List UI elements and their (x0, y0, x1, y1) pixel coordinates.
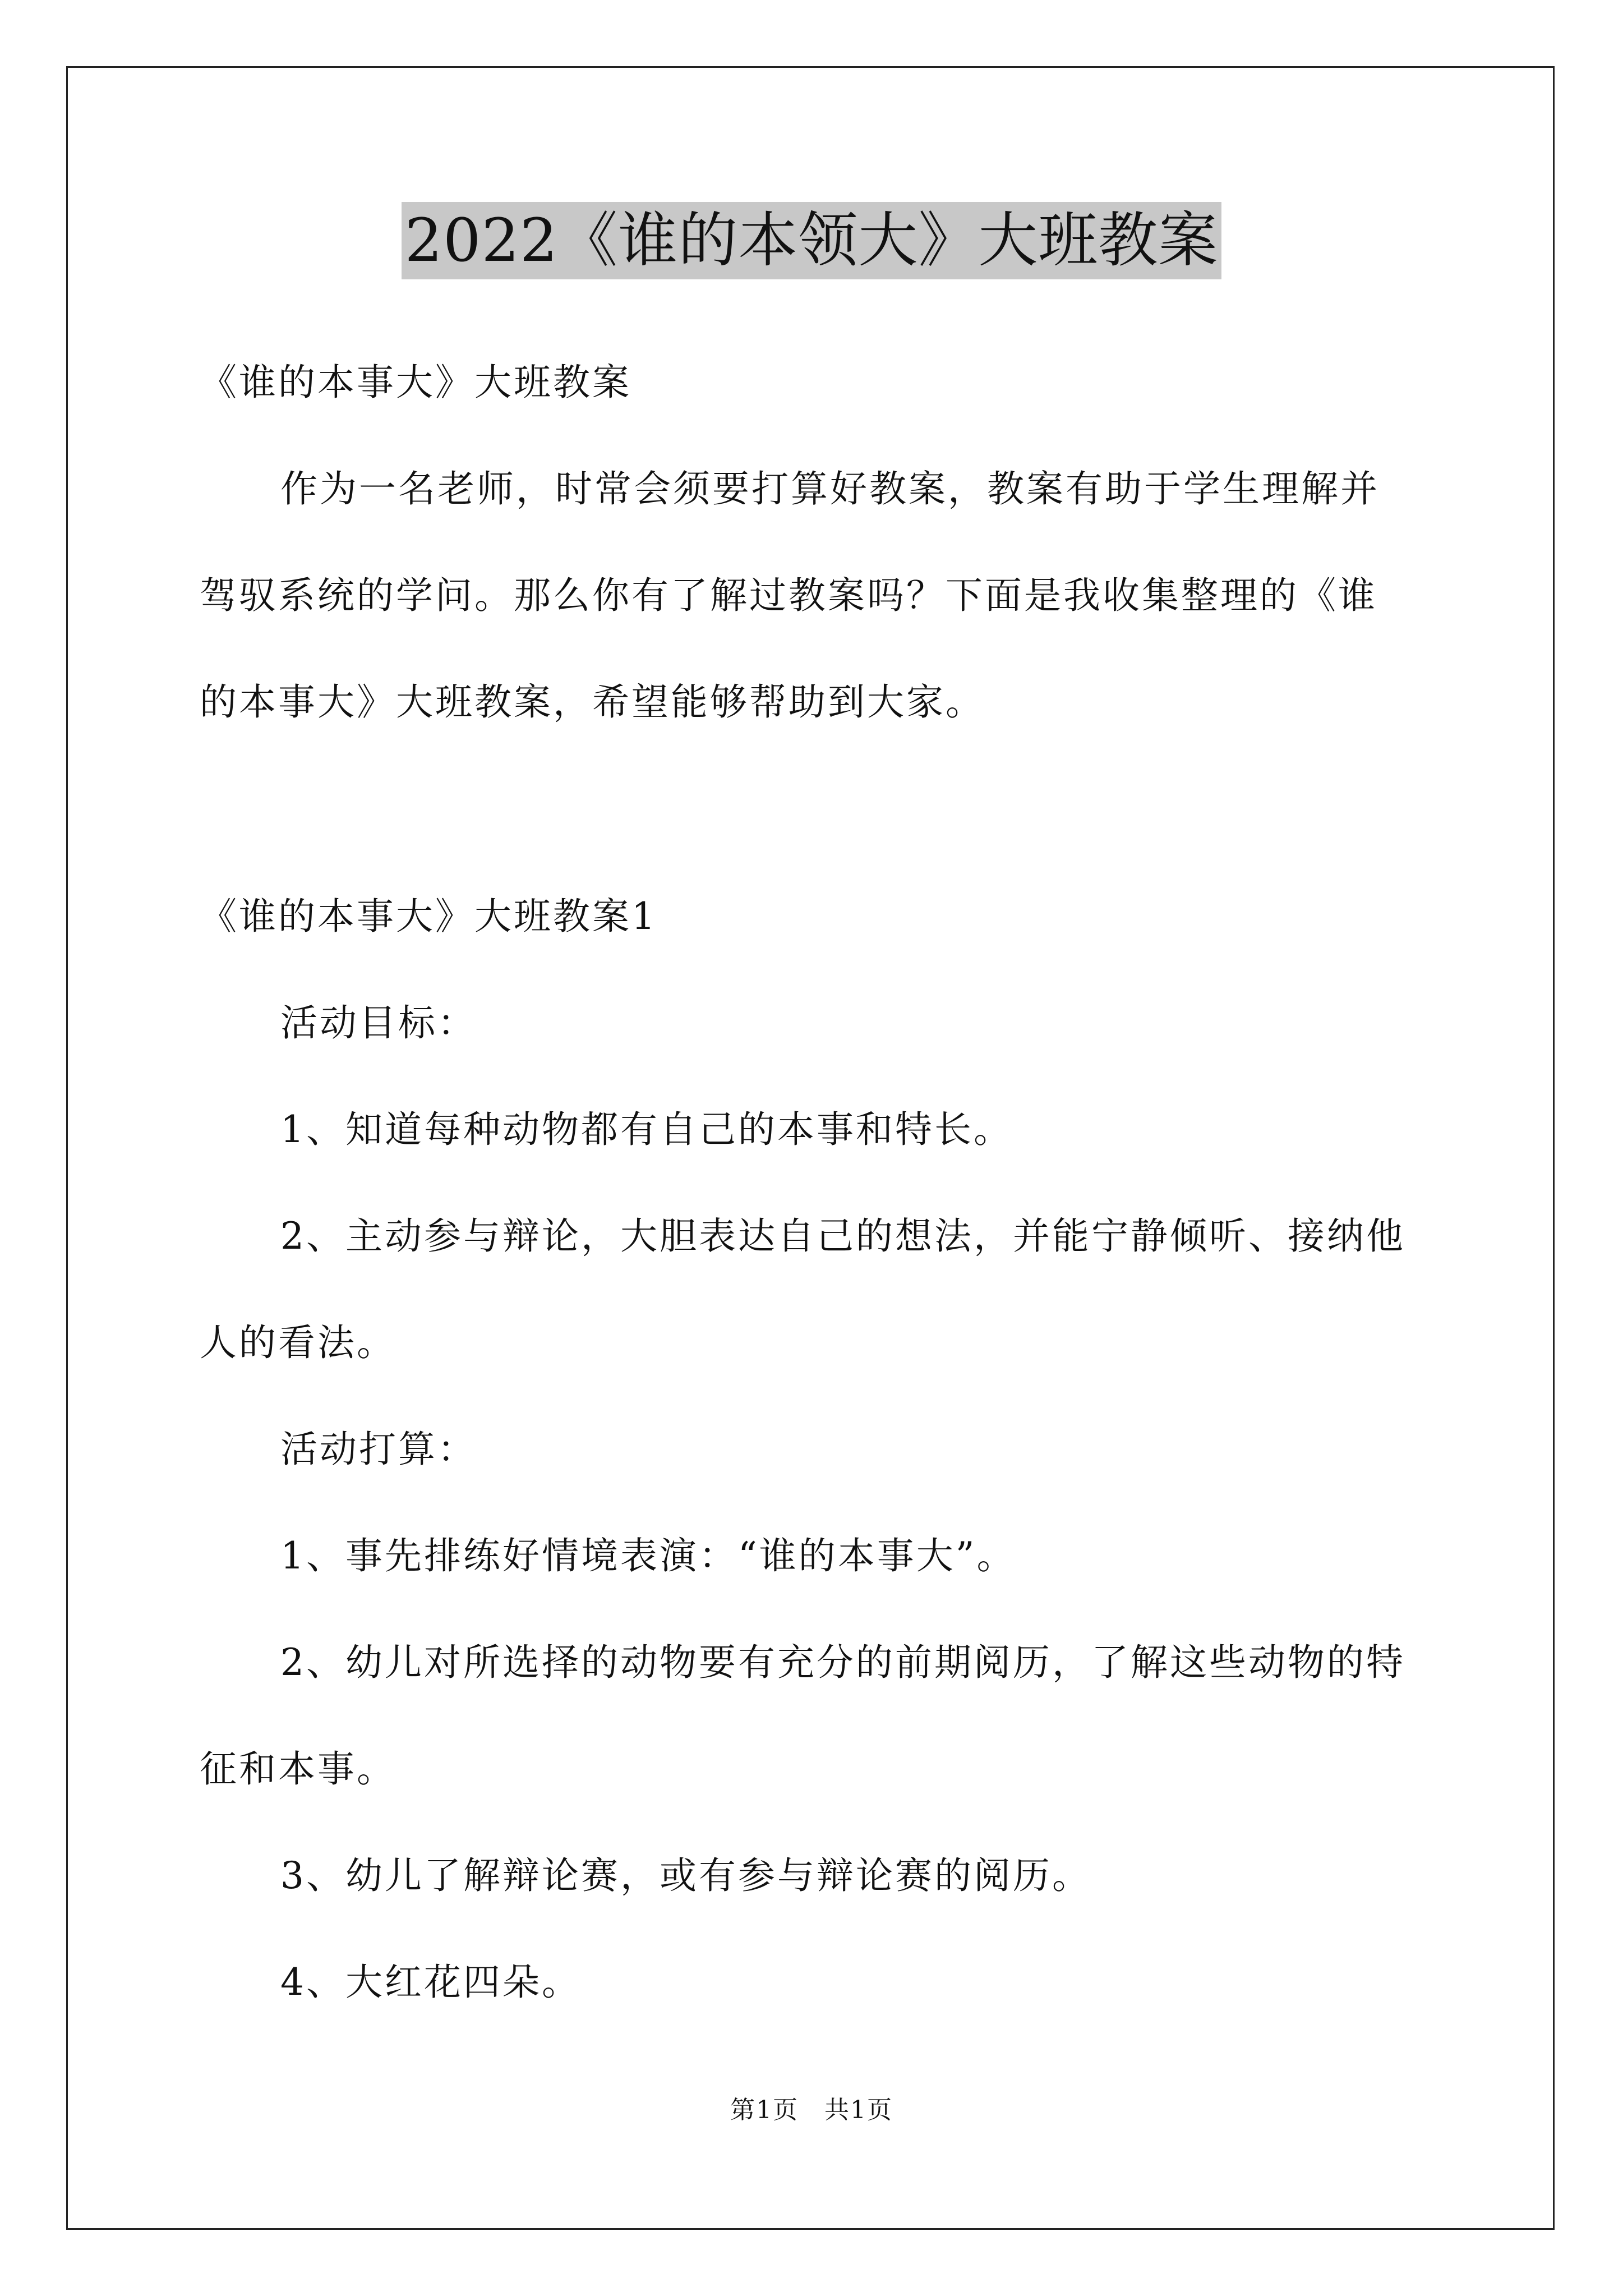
title-container (0, 202, 1623, 279)
prep-item-1: 1、事先排练好情境表演：“谁的本事大”。 (280, 1534, 1016, 1577)
prep-item-2-line-2: 征和本事。 (200, 1747, 396, 1791)
goal-item-1: 1、知道每种动物都有自己的本事和特长。 (280, 1108, 1013, 1151)
page-footer: 第1页 共1页 (730, 2096, 893, 2124)
prep-heading: 活动打算： (280, 1428, 477, 1471)
section-heading: 《谁的本事大》大班教案1 (200, 895, 657, 938)
intro-line-3: 的本事大》大班教案，希望能够帮助到大家。 (200, 680, 985, 724)
prep-item-3: 3、幼儿了解辩论赛，或有参与辩论赛的阅历。 (280, 1854, 1091, 1897)
intro-line-2: 驾驭系统的学问。那么你有了解过教案吗？下面是我收集整理的《谁 (200, 574, 1377, 617)
subtitle: 《谁的本事大》大班教案 (200, 361, 631, 404)
prep-item-2-line-1: 2、幼儿对所选择的动物要有充分的前期阅历，了解这些动物的特 (280, 1641, 1405, 1684)
goal-item-2-line-2: 人的看法。 (200, 1321, 396, 1364)
goal-item-2-line-1: 2、主动参与辩论，大胆表达自己的想法，并能宁静倾听、接纳他 (280, 1214, 1405, 1258)
prep-item-4: 4、大红花四朵。 (280, 1961, 581, 2004)
goals-heading: 活动目标： (280, 1001, 477, 1045)
document-title: 2022《谁的本领大》大班教案 (402, 202, 1222, 279)
intro-line-1: 作为一名老师，时常会须要打算好教案，教案有助于学生理解并 (280, 467, 1380, 510)
